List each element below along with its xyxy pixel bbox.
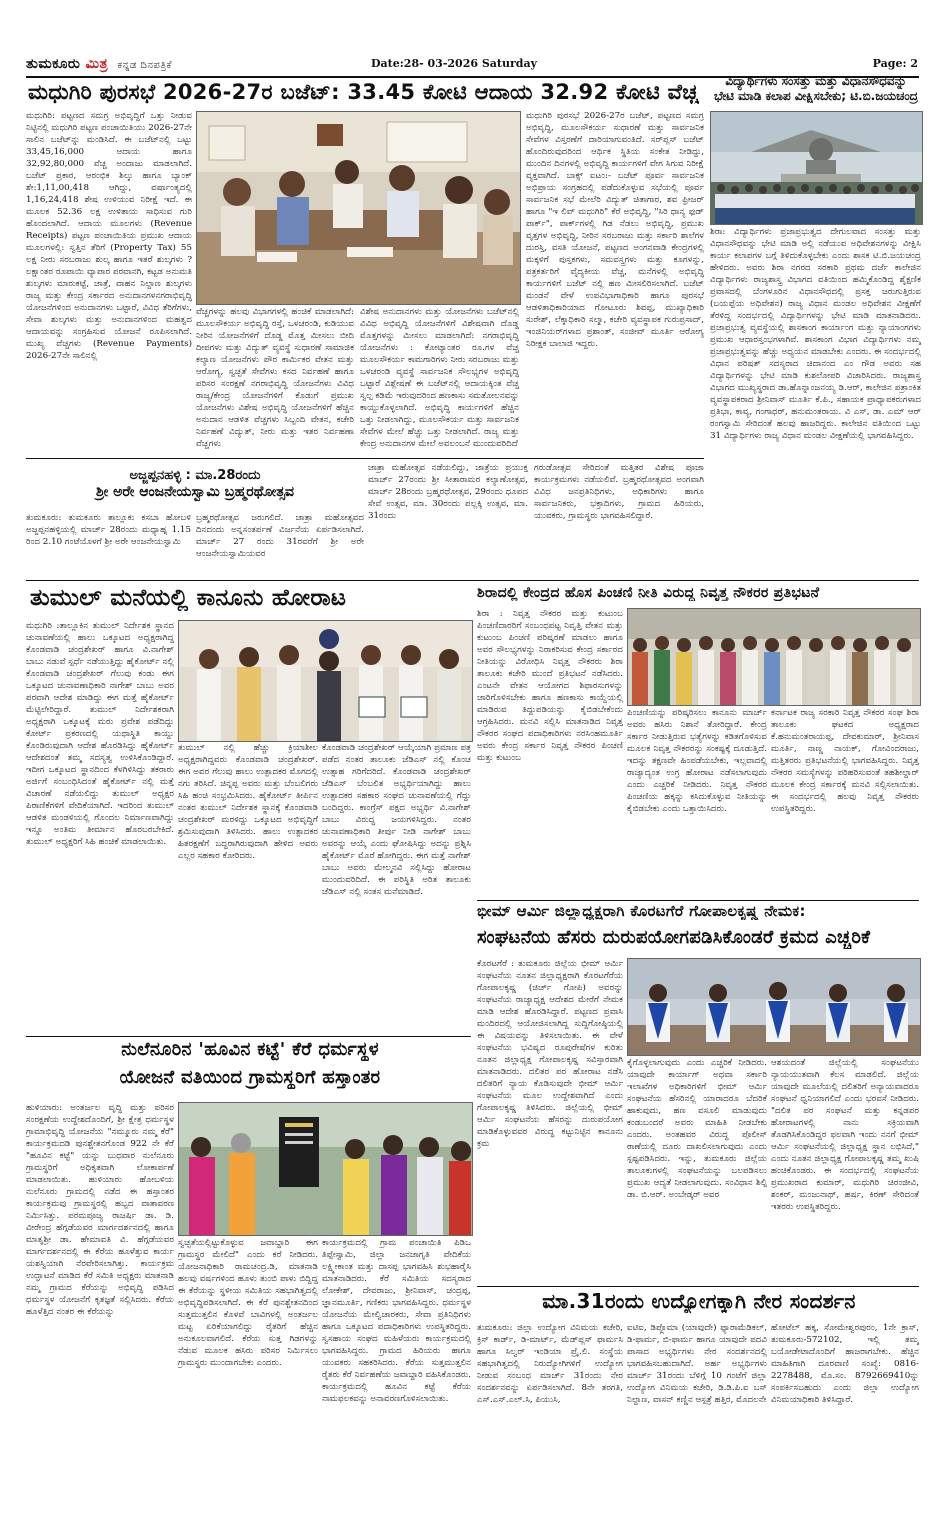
tumul-headline: ತುಮುಲ್ ಮನೆಯಲ್ಲಿ ಕಾನೂನು ಹೋರಾಟ (30, 585, 347, 611)
bhim-photo-text: ಕೈಗೊಳ್ಳಲಾಗುವುದು ಎಂದು ಎಚ್ಚರಿಕೆ ನೀಡಿದರು. ಯಾವುದೇ ಕಾರ್ಯಾಗ್ ಅಥವಾ ಸರ್ಕಾರಿ ಇಲಾಖೆಗಳ ಅಧಿಕಾರಿಗಳಿಗೆ ಭೀಮ್ ಆರ್ಮಿ ಸಂಘಟನೆಯ ಹೆಸರಿನಲ್ಲಿ ಯಾರಾದರೂ ಬೆದರಿಕೆ ಹಾಕುವುದು, ಹಣ ವಸೂಲಿ ಮಾಡುವುದು ಕಂಡುಬಂದರೆ ಅವರು ಮಾಹಿತಿ ನೀಡಬೇಕು ಎಂದರು. ಅಂತಹವರ ವಿರುದ್ಧ ಪೊಲೀಸ್ ಠಾಣೆಯಲ್ಲಿ ದೂರು ದಾಖಲಿಸಲಾಗುವುದು ಎಂದು ಸ್ಪಷ್ಟಪಡಿಸಿದರು. ಇನ್ನು, ತುಮಕೂರು ಜಿಲ್ಲೆಯ ತಾಲೂಕುಗಳಲ್ಲಿ ಸಂಘಟನೆಯನ್ನು ಬಲಪಡಿಸಲು ಪ್ರಮುಖ ಆದ್ಯತೆ ನೀಡಲಾಗುವುದು. ಸಂವಿಧಾನ ಶಿಲ್ಪಿ ಡಾ. ಬಿ.ಆರ್. ಅಂಬೇಡ್ಕರ್ ಅವರ (627, 1058, 767, 1200)
festival-column-2: ಬ್ರಹ್ಮರಥೋತ್ಸವ ಜರುಗಲಿದೆ. ಜಾತ್ರಾ ಮಹೋತ್ಸವದ ದಿನದಂದು ಅನ್ನಸಂತರ್ಪಣೆ ವಿರ್ಜನೆಯ ಏರ್ಪಡಿಸಲಾಗಿದೆ. ಮಾರ್ಚ್ 27 ರಂದು 31ರವರೆಗೆ ಶ್ರೀ ಅರೇ ಆಂಜನೇಯಸ್ವಾಮಿಯವರ (196, 513, 364, 559)
nulenur-inauguration-photo (178, 1102, 473, 1236)
bhim-headline-line-2: ಸಂಘಟನೆಯ ಹೆಸರು ದುರುಪಯೋಗಪಡಿಸಿಕೊಂಡರೆ ಕ್ರಮದ ಎಚ್ಚರಿಕೆ (477, 928, 871, 948)
festival-column-4: ಗರುಡೋತ್ಸವ ಸೇರಿದಂತೆ ಮತ್ತಿತರ ವಿಶೇಷ ಪೂಜಾ ಕಾರ್ಯಕ್ರಮಗಳು ನಡೆಯಲಿವೆ. ಬ್ರಹ್ಮರಥೋತ್ಸವದ ಅಂಗವಾಗಿ ವಿವಿಧ ಜನಪ್ರತಿನಿಧಿಗಳು, ಅಧಿಕಾರಿಗಳು ಹಾಗೂ ಸಾರ್ವಜನಿಕರು, ಭಕ್ತಾದಿಗಳು, ಗ್ರಾಮದ ಹಿರಿಯರು, ಯುವಕರು, ಗ್ರಾಮಸ್ಥರು ಭಾಗವಹಿಸಲಿದ್ದಾರೆ. (534, 463, 704, 521)
budget-photo-text-left: ವೆಚ್ಚಗಳನ್ನು ಹಲವು ವಿಭಾಗಗಳಲ್ಲಿ ಹಂಚಿಕೆ ಮಾಡಲಾಗಿದೆ: ಮೂಲಸೌಕರ್ಯ ಅಭಿವೃದ್ಧಿ ರಸ್ತೆ, ಒಳಚರಂಡಿ, ಕುಡಿಯುವ ನೀರಿನ ಯೋಜನೆಗಳಿಗೆ ದೊಡ್ಡ ಮೊತ್ತ ಮೀಸಲು ಬೀದಿ ದೀಪಗಳು ಮತ್ತು ವಿದ್ಯುತ್ ವ್ಯವಸ್ಥೆ ಸುಧಾರಣೆ ಸಾಮಾಜಿಕ ಕಲ್ಯಾಣ ಯೋಜನೆಗಳು ಪೌರ ಕಾರ್ಮಿಕರ ವೇತನ ಮತ್ತು ಆರೋಗ್ಯ, ಸ್ವಚ್ಛತೆ ಸೇವೆಗಳು ಕಸದ ನಿರ್ವಹಣೆ ಹಾಗೂ ಪರಿಸರ ಸಂರಕ್ಷಣೆ ನಗರಾಭಿವೃದ್ಧಿ ಯೋಜನೆಗಳು ವಿವಿಧ ರಾಜ್ಯ/ಕೇಂದ್ರ ಯೋಜನೆಗಳಿಗೆ ಕೊಡುಗೆ ಪ್ರಮುಖ ಯೋಜನೆಗಳು ವಿಶೇಷ ಅಭಿವೃದ್ಧಿ ಯೋಜನೆಗಳಿಗೆ ಹೆಚ್ಚಿನ ಅನುದಾನ ಆಡಳಿತ ವೆಚ್ಚಗಳು ಸಿಬ್ಬಂದಿ ವೇತನ, ಕಚೇರಿ ನಿರ್ವಹಣೆ ವಿದ್ಯುತ್, ನೀರು ಮತ್ತು ಇತರ ನಿರ್ವಹಣಾ ವೆಚ್ಚಗಳು (196, 307, 354, 449)
jobs-headline: ಮಾ.31ರಂದು ಉದ್ಯೋಗಕ್ಕಾಗಿ ನೇರ ಸಂದರ್ಶನ (542, 1290, 856, 1313)
students-headline-line-1: ವಿದ್ಯಾರ್ಥಿಗಳು ಸಂಸತ್ತು ಮತ್ತು ವಿಧಾನಸೌಧವನ್ನು (725, 74, 907, 88)
festival-rule (26, 458, 704, 459)
bhim-press-meet-photo (627, 958, 921, 1056)
page-number: Page: 2 (872, 57, 918, 70)
nulenur-rule (26, 1036, 471, 1037)
students-headline-line-2: ಭೇಟಿ ಮಾಡಿ ಕಲಾಪ ವೀಕ್ಷಿಸಬೇಕು; ಟಿ.ಬಿ.ಜಯಚಂದ್ರ (714, 89, 918, 103)
students-headline (710, 74, 922, 108)
jobs-column-2: ಐಟಿಐ, ಡಿಪ್ಲೊಮಾ (ಯಾವುದೇ) ಫ್ಯಾರಾಮೆಡಿಕಲ್, ಡಿ-ಫಾರ್ಮ, ಬಿ-ಫಾರ್ಮ ಹಾಗೂ ಯಾವುದೇ ಪದವಿ ಪಾಸಾದ ಅಭ್ಯರ್ಥಿಗಳು ನೇರ ಸಂದರ್ಶನದಲ್ಲಿ ಭಾಗವಹಿಸಬಹುದಾಗಿದೆ. ಅರ್ಹ ಅಭ್ಯರ್ಥಿಗಳು ಮಾರ್ಚ್ 31ರಂದು ಬೆಳಿಗ್ಗೆ 10 ಗಂಟೆಗೆ ಜಿಲ್ಲಾ ಉದ್ಯೋಗ ವಿನಿಮಯ ಕಚೇರಿ, ಡಿ.ಡಿ.ಪಿ.ಐ ಬಸ್ ನಿಲ್ದಾಣ, ವಾಸನ್ ಕಣ್ಣಿನ ಆಸ್ಪತ್ರೆ ಹತ್ತಿರ, ಮೊದಲನೇ (627, 1323, 767, 1405)
festival-column-1: ತುಮಕೂರು: ತುಮಕೂರು ತಾಲ್ಲೂಕು ಕಸಬಾ ಹೋಬಳಿ ಅಜ್ಜಪ್ಪನಹಳ್ಳಿಯಲ್ಲಿ ಮಾರ್ಚ್ 28ರಂದು ಮಧ್ಯಾಹ್ನ 1.15 ರಿಂದ 2.10 ಗಂಟೆಯೊಳಗೆ ಶ್ರೀ ಅರೇ ಆಂಜನೇಯಸ್ವಾಮಿ (26, 513, 191, 547)
pension-column-3: ಕರ್ನಾಟಕ ರಾಜ್ಯ ಸರಕಾರಿ ನಿವೃತ್ತ ನೌಕರರ ಸಂಘ ಶಿರಾ ತಾಲೂಕು ಘಟಕದ ಅಧ್ಯಕ್ಷರಾದ ಕೆ.ಹನುಮಂತರಾಯಪ್ಪ, ದೇವಕುಮಾರ್, ಶ್ರೀನಿವಾಸ ಮೂರ್ತಿ, ನಾಣ್ಣ ನಾಯಕ್, ಗೋವಿಂದರಾಜು, ಮತ್ತಿತರರು ಪ್ರತಿಭಟನೆಯಲ್ಲಿ ಭಾಗವಹಿಸಿದ್ದರು. ನಿವೃತ್ತ ನೌಕರರ ಸಮಸ್ಯೆಗಳನ್ನು ಪರಿಹರಿಸುವಂತೆ ತಹಶೀಲ್ದಾರ್ ಮೂಲಕ ಕೇಂದ್ರ ಸರ್ಕಾರಕ್ಕೆ ಮನವಿ ಸಲ್ಲಿಸಲಾಯಿತು. ಈ ಸಂದರ್ಭದಲ್ಲಿ ಹಲವು ನಿವೃತ್ತ ನೌಕರರು ಉಪಸ್ಥಿತರಿದ್ದರು. (771, 708, 919, 814)
tumul-column-2: ಕೊಂಡವಾಡಿ ಚಂದ್ರಶೇಖರ್ ಆಯ್ಕೆಯಾಗಿ ಪ್ರಮಾಣ ಪತ್ರ ಪಡೆದ ನಂತರ ತಾಲೂಕು ಜೆಡಿಎಸ್ ನಲ್ಲಿ ಕೊಂಚ ಉತ್ಸಾಹ ಗರಿಗೆದರಿದೆ. ಕೊಂಡವಾಡಿ ಚಂದ್ರಶೇಖರ್ ಜೆಡಿಎಸ್ ಬೆಂಬಲಿತ ಅಭ್ಯರ್ಥಿಯಾಗಿದ್ದು ಹಾಲು ಉತ್ಪಾದಕರ ಸಹಕಾರ ಸಂಘದ ಚುನಾವಣೆಯಲ್ಲಿ ಗೆದ್ದು ಬಂದಿದ್ದರು. ಕಾಂಗ್ರೆಸ್ ಪಕ್ಷದ ಅಭ್ಯರ್ಥಿ ವಿ.ನಾಗೇಶ್ ಬಾಬು ವಿರುದ್ಧ ಜಯಗಳಿಸಿದ್ದರು. ನಂತರ ಚುನಾವಣಾಧಿಕಾರಿ ತೀರ್ಪು ನೀಡಿ ನಾಗೇಶ್ ಬಾಬು ಅವರನ್ನು ಆಯ್ಕೆ ಎಂದು ಘೋಷಿಸಿದ್ದು ಅದನ್ನು ಪ್ರಶ್ನಿಸಿ ಹೈಕೋರ್ಟ್ ಮೊರೆ ಹೋಗಿದ್ದರು. ಈಗ ಮತ್ತೆ ನಾಗೇಶ್ ಬಾಬು ಅವರು ಮೇಲ್ಮನವಿ ಸಲ್ಲಿಸಿದ್ದು ಹೋರಾಟ ಮುಂದುವರಿದಿದೆ. ಈ ಪರಿಸ್ಥಿತಿ ಅರಿತ ತಾಲೂಕು ಜೆಡಿಎಸ್ ನಲ್ಲಿ ಸಂತಸ ಮನೆಮಾಡಿದೆ. (322, 743, 471, 897)
festival-headline-line-1: ಅಜ್ಜಪ್ಪನಹಳ್ಳಿ : ಮಾ.28ರಂದು (129, 468, 261, 483)
brand-name-part-1: ತುಮಕೂರು (26, 56, 81, 72)
festival-headline (26, 468, 364, 508)
tumul-column-1: ಮಧುಗಿರಿ :ತಾಲ್ಲೂಕಿನ ತುಮುಲ್ ನಿರ್ದೇಶಕ ಸ್ಥಾನದ ಚುನಾವಣೆಯಲ್ಲಿ ಹಾಲು ಒಕ್ಕೂಟದ ಅಧ್ಯಕ್ಷರಾಗಿದ್ದ ಕೊಂಡವಾಡಿ ಚಂದ್ರಶೇಖರ್ ಹಾಗೂ ವಿ.ನಾಗೇಶ್ ಬಾಬು ನಡುವೆ ಸ್ಪರ್ಧೆ ನಡೆಯುತ್ತಿದ್ದು ಹೈಕೋರ್ಟ್ ನಲ್ಲಿ ಕೊಂಡವಾಡಿ ಚಂದ್ರಶೇಖರ್ ಗೆಲುವು ಕಂಡು ಈಗ ಒಕ್ಕೂಟದ ಚುನಾವಣಾಧಿಕಾರಿ ನಾಗೇಶ್ ಬಾಬು ಅವರ ಪರವಾಗಿ ಆದೇಶ ಮಾಡಿದ್ದು ಈಗ ಮತ್ತೆ ಹೈಕೋರ್ಟ್ ಮೆಟ್ಟಿಲೇರಿದ್ದಾರೆ. ತುಮುಲ್ ನಿರ್ದೇಶಕರಾಗಿ ಅಧ್ಯಕ್ಷರಾಗಿ ಒಕ್ಕೂಟಕ್ಕೆ ಮರು ಪ್ರವೇಶ ಪಡೆದಿದ್ದು ಕೋರ್ಟ್ ಪ್ರಕರಣದಲ್ಲಿ ಯಥಾಸ್ಥಿತಿ ಕಾಯ್ದು ಕೊಂಡಿರುವುದಾಗಿ ಆದೇಶ ಹೊರಡಿಸಿದ್ದು ಹೈಕೋರ್ಟ್ ಆದೇಶದಂತೆ ತಮ್ಮ ಸದಸ್ಯತ್ವ ಉಳಿಸಿಕೊಂಡಿದ್ದಾರೆ. ಇದೀಗ ಒಕ್ಕೂಟದ ಸ್ಥಾನದಿಂದ ಕೆಳಗಿಳಿಸಿದ್ದು ತಕರಾರು ಅರ್ಜಿಗೆ ಸಂಬಂಧಿಸಿದಂತೆ ಹೈಕೋರ್ಟ್ ನಲ್ಲಿ ಮತ್ತೆ ವಿಚಾರಣೆ ನಡೆಯಲಿದ್ದು ತುಮುಲ್ ಅಧ್ಯಕ್ಷರ ಪಿಠಾಣಿಕೆಗಳಿಗೆ ವೇದಿಕೆಯಾಗಿದೆ. ಇದರಿಂದ ತುಮುಲ್ ಆಡಳಿತ ಮಂಡಳಿಯಲ್ಲಿ ಗೊಂದಲ ನಿರ್ಮಾಣವಾಗಿದ್ದು ಇನ್ನೂ ಅಂತಿಮ ತೀರ್ಮಾನ ಹೊರಬರಬೇಕಿದೆ. ತುಮುಲ್ ಅಧ್ಯಕ್ಷರಿಗೆ ಸಿಹಿ ಹಂಚಿಕೆ ಮಾಡಲಾಯಿತು. (26, 621, 174, 847)
masthead (26, 56, 926, 76)
budget-headline: ಮಧುಗಿರಿ ಪುರಸಭೆ 2026-27ರ ಬಜೆಟ್: 33.45 ಕೋಟಿ ಆದಾಯ 32.92 ಕೋಟಿ ವೆಚ್ಚ (28, 80, 699, 104)
tumul-photo-text: ತುಮುಲ್ ನಲ್ಲಿ ಹೆಚ್ಚು ಕ್ರಿಯಾಶೀಲ ಅಧ್ಯಕ್ಷರಾಗಿದ್ದವರು ಕೊಂಡವಾಡಿ ಚಂದ್ರಶೇಖರ್. ಈಗ ಅವರ ಗೆಲುವು ಹಾಲು ಉತ್ಪಾದಕರ ಮೊಗದಲ್ಲಿ ನಗು ತರಿಸಿದೆ. ಚಿನ್ನಪ್ಪ ಅವರು ಮತ್ತು ಬೆಂಬಲಿಗರು ಸಿಹಿ ಹಂಚಿ ಸಂಭ್ರಮಿಸಿದರು. ಹೈಕೋರ್ಟ್ ತೀರ್ಪಿನ ನಂತರ ತುಮುಲ್ ನಿರ್ದೇಶಕ ಸ್ಥಾನಕ್ಕೆ ಕೊಂಡವಾಡಿ ಚಂದ್ರಶೇಖರ್ ಮರಳಿದ್ದು ಒಕ್ಕೂಟದ ಅಭಿವೃದ್ಧಿಗೆ ಶ್ರಮಿಸುವುದಾಗಿ ತಿಳಿಸಿದರು. ಹಾಲು ಉತ್ಪಾದಕರ ಹಿತರಕ್ಷಣೆಗೆ ಬದ್ಧರಾಗಿರುವುದಾಗಿ ಹೇಳಿದ ಅವರು ಎಲ್ಲರ ಸಹಕಾರ ಕೋರಿದರು. (178, 743, 318, 861)
brand-tagline: ಕನ್ನಡ ದಿನಪತ್ರಿಕೆ (117, 60, 172, 71)
nulenur-column-1: ಹುಳಿಯಾರು: ಅಂತರ್ಜಲ ವೃದ್ಧಿ ಮತ್ತು ಪರಿಸರ ಸಂರಕ್ಷಣೆಯ ಉದ್ದೇಶದೊಂದಿಗೆ, ಶ್ರೀ ಕ್ಷೇತ್ರ ಧರ್ಮಸ್ಥಳ ಗ್ರಾಮಾಭಿವೃದ್ಧಿ ಯೋಜನೆಯ "ನಮ್ಮೂರು ನಮ್ಮ ಕೆರೆ" ಕಾರ್ಯಕ್ರಮದಡಿ ಪುನಶ್ಚೇತನಗೊಂಡ 922 ನೇ ಕೆರೆ "ಹೂವಿನ ಕಟ್ಟೆ" ಯನ್ನು ಬುಧವಾರ ನುಲೆನೂರು ಗ್ರಾಮಸ್ಥರಿಗೆ ಅಧಿಕೃತವಾಗಿ ಲೋಕಾರ್ಪಣೆ ಮಾಡಲಾಯಿತು. ಹುಳಿಯಾರು ಹೋಬಳಿಯ ನುಲೆನೂರು ಗ್ರಾಮದಲ್ಲಿ ನಡೆದ ಈ ಹಸ್ತಾಂತರ ಕಾರ್ಯಕ್ರಮವು ಗ್ರಾಮಸ್ಥರಲ್ಲಿ ಹಬ್ಬದ ವಾತಾವರಣ ನಿರ್ಮಿಸಿತ್ತು. ಪರಮಪೂಜ್ಯ ರಾಜರ್ಷಿ ಡಾ. ಡಿ. ವೀರೇಂದ್ರ ಹೆಗ್ಗಡೆಯವರ ಮಾರ್ಗದರ್ಶನದಲ್ಲಿ ಹಾಗೂ ಮಾತೃಶ್ರೀ ಡಾ. ಹೇಮಾವತಿ ವಿ. ಹೆಗ್ಗಡೆಯವರ ಮಾರ್ಗದರ್ಶನದಲ್ಲಿ ಈ ಕೆರೆಯ ಹೂಳೆತ್ತುವ ಕಾರ್ಯ ಯಶಸ್ವಿಯಾಗಿ ನೆರವೇರಿಸಲಾಗಿತ್ತು. ಕಾರ್ಯಕ್ರಮ ಉದ್ಘಾಟನೆ ಮಾಡಿದ ಕೆರೆ ಸಮಿತಿ ಅಧ್ಯಕ್ಷರು ಮಾತನಾಡಿ ನಮ್ಮ ಗ್ರಾಮದ ಕೆರೆಯನ್ನು ಅಭಿವೃದ್ಧಿ ಪಡಿಸಿದ ಧರ್ಮಸ್ಥಳ ಯೋಜನೆಗೆ ಕೃತಜ್ಞತೆ ಸಲ್ಲಿಸಿದರು. ಕೆರೆಯ ಹೂಳೆತ್ತಿದ ನಂತರ ಈ ಕೆರೆಯನ್ನು (26, 1103, 174, 1317)
festival-headline-line-2: ಶ್ರೀ ಅರೇ ಆಂಜನೇಯಸ್ವಾಮಿ ಬ್ರಹ್ಮರಥೋತ್ಸವ (95, 484, 295, 501)
jobs-rule (477, 1286, 919, 1287)
tumul-celebration-photo (178, 620, 473, 742)
jobs-column-1: ತುಮಕೂರು: ಜಿಲ್ಲಾ ಉದ್ಯೋಗ ವಿನಿಮಯ ಕಚೇರಿ, ಕ್ರಿಸ್ ಕಾರ್ಡ್, ಡಿ-ಮಾರ್ಟ್, ಮೆಡ್‌ಪ್ಲಸ್ ಫಾರ್ಮಸಿ ಹಾಗೂ ಸಿಲ್ವರ್ ಇಂಡಿಯಾ ಪ್ರೈ.ಲಿ. ಸಂಸ್ಥೆಯ ಸಹಭಾಗಿತ್ವದಲ್ಲಿ ನಿರುದ್ಯೋಗಿಗಳಿಗೆ ಉದ್ಯೋಗ ನೀಡುವ ಸಂಬಂಧ ಮಾರ್ಚ್ 31ರಂದು ನೇರ ಸಂದರ್ಶನವನ್ನು ಏರ್ಪಡಿಸಲಾಗಿದೆ. 8ನೇ ತರಗತಿ, ಎಸ್.ಎಸ್.ಎಲ್.ಸಿ, ಪಿಯುಸಿ, (477, 1323, 623, 1405)
students-group-photo (710, 111, 923, 225)
students-body: ಶಿರಾ: ವಿದ್ಯಾರ್ಥಿಗಳು ಪ್ರಜಾಪ್ರಭುತ್ವದ ದೇಗುಲವಾದ ಸಂಸತ್ತು ಮತ್ತು ವಿಧಾನಸೌಧವನ್ನು ಭೇಟಿ ಮಾಡಿ ಅಲ್ಲಿ ನಡೆಯುವ ಅಧಿವೇಶನಗಳನ್ನು ವೀಕ್ಷಿಸಿ ಕಾರ್ಯ ಕಲಾಪಗಳ ಬಗ್ಗೆ ತಿಳಿದುಕೊಳ್ಳಬೇಕು ಎಂದು ಶಾಸಕ ಟಿ.ಬಿ.ಜಯಚಂದ್ರ ಹೇಳಿದರು. ಅವರು ಶಿರಾ ನಗರದ ಸರಕಾರಿ ಪ್ರಥಮ ದರ್ಜೆ ಕಾಲೇಜಿನ ವಿದ್ಯಾರ್ಥಿಗಳು ರಾಜ್ಯಶಾಸ್ತ್ರ ವಿಭಾಗದ ವತಿಯಿಂದ ಹಮ್ಮಿಕೊಂಡಿದ್ದ ಶೈಕ್ಷಣಿಕ ಪ್ರವಾಸದಲ್ಲಿ ಬೆಂಗಳೂರಿನ ವಿಧಾನಸೌಧದಲ್ಲಿ ಪ್ರಸಕ್ತ ಜರುಗುತ್ತಿರುವ (ಬಯಪ್ಪೆಯ ಅಧಿವೇಶನ) ರಾಜ್ಯ ವಿಧಾನ ಮಂಡಲ ಅಧಿವೇಶನ ವೀಕ್ಷಣೆಗೆ ತೆರಳಿದ್ದ ಸಂದರ್ಭದಲ್ಲಿ ವಿದ್ಯಾರ್ಥಿಗಳನ್ನು ಭೇಟಿ ಮಾಡಿ ಮಾತನಾಡಿದರು. ಪ್ರಜಾಪ್ರಭುತ್ವ ವ್ಯವಸ್ಥೆಯಲ್ಲಿ ಶಾಸಕಾಂಗ ಕಾರ್ಯಾಂಗ ಮತ್ತು ನ್ಯಾಯಾಂಗಗಳು ಪ್ರಮುಖ ಆಧಾರಸ್ತಂಭಗಳಾಗಿವೆ. ಶಾಸಕಾಂಗ ವಿಭಾಗ ವಿದ್ಯಾರ್ಥಿಗಳು ನಮ್ಮ ಪ್ರಜಾಪ್ರಭುತ್ವವನ್ನು ಹೆಚ್ಚು ಅಧ್ಯಯನ ಮಾಡಬೇಕು ಎಂದರು. ಈ ಸಂದರ್ಭದಲ್ಲಿ ವಿಧಾನ ಪರಿಷತ್ ಸದಸ್ಯರಾದ ಚಿದಾನಂದ ಎಂ ಗೌಡ ಅವರು ಸಹ ವಿದ್ಯಾರ್ಥಿಗಳನ್ನು ಭೇಟಿ ಮಾಡಿ ಕುಶಲೋಪರಿ ವಿಚಾರಿಸಿದರು. ರಾಜ್ಯಶಾಸ್ತ್ರ ವಿಭಾಗದ ಮುಖ್ಯಸ್ಥರಾದ ಡಾ.ಹೊನ್ನಾಂಜನಯ್ಯ ಡಿ.ಆರ್, ಕಾಲೇಜಿನ ಪತ್ರಾಂಕಿತ ವ್ಯವಸ್ಥಾಪಕರಾದ ಶ್ರೀನಿವಾಸ್ ಮೂರ್ತಿ ಕೆ.ಪಿ., ಸಹಾಯಕ ಪ್ರಾಧ್ಯಾಪಕರುಗಳಾದ ಪ್ರತಿಭಾ, ಕಾವ್ಯ, ಗಂಗಾಧರ್, ಹನುಮಂತರಾಯ. ವಿ ಎಸ್, ಡಾ. ಎಮ್ ಆರ್ ರಂಗಸ್ವಾಮಿ ಸೇರಿದಂತೆ ಹಲವು ಹಾಜರಿದ್ದರು. ಕಾಲೇಜಿನ ವತಿಯಿಂದ ಒಟ್ಟು 31 ವಿದ್ಯಾರ್ಥಿಗಳು ರಾಜ್ಯ ವಿಧಾನ ಮಂಡಲ ವೀಕ್ಷಣೆಯಲ್ಲಿ ಭಾಗವಹಿಸಿದ್ದರು. (710, 227, 921, 441)
budget-column-3: ಮಧುಗಿರಿ ಪುರಸಭೆ 2026-27ರ ಬಜೆಟ್, ಪಟ್ಟಣದ ಸಮಗ್ರ ಅಭಿವೃದ್ಧಿ, ಮೂಲಸೌಕರ್ಯ ಸುಧಾರಣೆ ಮತ್ತು ಸಾರ್ವಜನಿಕ ಸೇವೆಗಳ ವಿಸ್ತರಣೆಗೆ ದಾರಿಯಾಗುವಂತಿದೆ. ಸರ್‌ಪ್ಲಸ್ ಬಜೆಟ್ ಹೊಂದಿರುವುದರಿಂದ ಆರ್ಥಿಕ ಸ್ಥಿತಿಯ ಸಂಕೇತ ನೀಡಿದ್ದು, ಮುಂದಿನ ದಿನಗಳಲ್ಲಿ ಅಭಿವೃದ್ಧಿ ಕಾರ್ಯಗಳಿಗೆ ವೇಗ ಸಿಗುವ ನಿರೀಕ್ಷೆ ವ್ಯಕ್ತವಾಗಿದೆ. ಬಾಕ್ಸ್ ಐಟಂ:- ಬಜೆಟ್ ಪೂರ್ವ ಸಾರ್ವಜನಿಕ ಅಭಿಪ್ರಾಯ ಸಂಗ್ರಹದಲ್ಲಿ ಪಡೆದುಕೊಳ್ಳುವ ಸಭೆಯಲ್ಲಿ ಪೂರ್ವ ಸಾರ್ವಜನಿಕ ಸಭೆ ಮೇಲೆರಿ ವಿದ್ಯುತ್ ಚಿತಾಗಾರ, ಶವ ಫ್ರೀಜರ್ ಹಾಗೂ "ಇ ಲಿವ್ ಮಧುಗಿರಿ" ಕೆರೆ ಅಭಿವೃದ್ಧಿ, "ಸಿರಿ ಧಾನ್ಯ ಫುಡ್ ಪಾರ್ಕ್", ಪಾರ್ಕ್‌ಗಳಲ್ಲಿ ಗಿಡ ನೆಡಲು ಅಭಿವೃದ್ಧಿ, ಪ್ರಮುಖ ವೃತ್ತಗಳ ಅಭಿವೃದ್ಧಿ, ನೀರಿನ ಸರಬರಾಜು ಮತ್ತು ಸರ್ಕಾರಿ ಶಾಲೆಗಳ ದುರಸ್ತಿ, ವಸತಿ ಯೋಜನೆ, ಪಟ್ಟಣದ ಅಂಗನವಾಡಿ ಕೇಂದ್ರಗಳಲ್ಲಿ ಮಕ್ಕಳಿಗೆ ಪುಸ್ತಕಗಳು, ಸಮವಸ್ತ್ರಗಳು ಮತ್ತು ಕೂಗಳನ್ನು, ಪತ್ರಕರ್ತರಿಗೆ ವೈದ್ಯಕೀಯ ವೆಚ್ಚ, ಮನೆಗಳಲ್ಲಿ ಅಭಿವೃದ್ಧಿ ಕಾರ್ಯಗಳಿಗೆ ಬಜೆಟ್ ನಲ್ಲಿ ಹಣ ಮೀಸಲಿರಿಸಲಾಗಿದೆ. ಬಜೆಟ್ ಮಂಡನೆ ವೇಳೆ ಉಪವಿಭಾಗಾಧಿಕಾರಿ ಹಾಗೂ ಪುರಸಭೆ ಆಡಳಿತಾಧಿಕಾರಿಯಾದ ಗೋಟೂರು ಶಿವಪ್ಪ, ಮುಖ್ಯಾಧಿಕಾರಿ ಸುರೇಶ್, ಲೆಕ್ಕಾಧಿಕಾರಿ ಸಲ್ಮಾ, ಕಚೇರಿ ವ್ಯವಸ್ಥಾಪಕ ಗುರುಪ್ರಸಾದ್, ಇಂಜಿನಿಯರ್‌ಗಳಾದ ಪ್ರಶಾಂತ್, ಸಂಜೀವ್ ಮೂರ್ತಿ ಆರೋಗ್ಯ ನಿರೀಕ್ಷಕ ಬಾಲಾಜಿ ಇದ್ದರು. (526, 111, 704, 349)
nulenur-headline-line-1: ನುಲೆನೂರಿನ 'ಹೂವಿನ ಕಟ್ಟೆ' ಕೆರೆ ಧರ್ಮಸ್ಥಳ (121, 1040, 379, 1060)
bhim-headline-line-1: ಭೀಮ್ ಆರ್ಮಿ ಜಿಲ್ಲಾಧ್ಯಕ್ಷರಾಗಿ ಕೊರಟಗೆರೆ ಗೋಪಾಲಕೃಷ್ಣ ನೇಮಕ: (477, 903, 806, 920)
budget-photo-text-right: ವಿಶೇಷ ಅನುದಾನಗಳು ಮತ್ತು ಯೋಜನೆಗಳು ಬಜೆಟ್‌ನಲ್ಲಿ ವಿವಿಧ ಅಭಿವೃದ್ಧಿ ಯೋಜನೆಗಳಿಗೆ ವಿಶೇಷವಾಗಿ ದೊಡ್ಡ ಮೊತ್ತಗಳನ್ನು ಮೀಸಲು ಮಾಡಲಾಗಿದೆ: ನಗರಾಭಿವೃದ್ಧಿ ಯೋಜನೆಗಳು : ಕೋಟ್ಯಾಂತರ ರೂ.ಗಳ ವೆಚ್ಚ ಮೂಲಸೌಕರ್ಯ ಕಾಮಗಾರಿಗಳು ನೀರು ಸರಬರಾಜು ಮತ್ತು ಒಳಚರಂಡಿ ವ್ಯವಸ್ಥೆ ಸಾರ್ವಜನಿಕ ಸೌಲಭ್ಯಗಳ ಅಭಿವೃದ್ಧಿ ಒಟ್ಟಾರೆ ವಿಶ್ಲೇಷಣೆ ಈ ಬಜೆಟ್‌ನಲ್ಲಿ ಆದಾಯಕ್ಕಿಂತ ವೆಚ್ಚ ಸ್ವಲ್ಪ ಕಡಿಮೆ ಇರುವುದರಿಂದ ಹಣಕಾಸು ಸಮತೋಲನವನ್ನು ಕಾಯ್ದುಕೊಳ್ಳಲಾಗಿದೆ. ಅಭಿವೃದ್ಧಿ ಕಾರ್ಯಗಳಿಗೆ ಹೆಚ್ಚಿನ ಒತ್ತು ನೀಡಲಾಗಿದ್ದು, ಮೂಲಸೌಕರ್ಯ ಮತ್ತು ಸಾರ್ವಜನಿಕ ಸೇವೆಗಳ ಮೇಲೆ ಹೆಚ್ಚು ಒತ್ತು ನೀಡಲಾಗಿದೆ. ರಾಜ್ಯ ಮತ್ತು ಕೇಂದ್ರ ಅನುದಾನಗಳ ಮೇಲೆ ಅವಲಂಬನೆ ಮುಂದುವರಿದಿದೆ (360, 307, 519, 449)
nulenur-headline-line-2: ಯೋಜನೆ ವತಿಯಿಂದ ಗ್ರಾಮಸ್ಥರಿಗೆ ಹಸ್ತಾಂತರ (119, 1068, 381, 1088)
pension-column-1: ಶಿರಾ : ನಿವೃತ್ತ ನೌಕರರ ಮತ್ತು ಕುಟುಂಬ ಪಿಂಚಣಿದಾರರಿಗೆ ಸಂಬಂಧಪಟ್ಟ ನಿವೃತ್ತಿ ವೇತನ ಮತ್ತು ಕುಟುಂಬ ಪಿಂಚಣಿ ಪರಿಷ್ಕರಣೆ ಮಾಡಲು ಹಾಗೂ ಅವರ ಸೌಲಭ್ಯಗಳನ್ನು ನಿರಾಕರಿಸುವ ಕೇಂದ್ರ ಸರ್ಕಾರದ ನೀತಿಯನ್ನು ವಿರೋಧಿಸಿ ನಿವೃತ್ತ ನೌಕರರು ಶಿರಾ ತಾಲೂಕು ಕಚೇರಿ ಮುಂದೆ ಪ್ರತಿಭಟನೆ ನಡೆಸಿದರು. ಎಂಟನೇ ವೇತನ ಆಯೋಗದ ಶಿಫಾರಸುಗಳನ್ನು ಜಾರಿಗೊಳಿಸಬೇಕು ಹಾಗೂ ಹಣಕಾಸು ಕಾಯ್ದೆಯಲ್ಲಿ ಮಾಡಿರುವ ತಿದ್ದುಪಡಿಯನ್ನು ಕೈಬಿಡಬೇಕೆಂದು ಆಗ್ರಹಿಸಿದರು. ಮನವಿ ಸಲ್ಲಿಸಿ ಮಾತನಾಡಿದ ನಿವೃತ್ತ ನೌಕರರ ಸಂಘದ ಪದಾಧಿಕಾರಿಗಳು ನರಸಿಂಹಮೂರ್ತಿ ಅವರು ಕೇಂದ್ರ ಸರ್ಕಾರ ನಿವೃತ್ತ ನೌಕರರ ಪಿಂಚಣಿ ಮತ್ತು ಕುಟುಂಬ (477, 609, 623, 763)
nulenur-column-2: ಕಾರ್ಯಕ್ರಮದಲ್ಲಿ ಗ್ರಾಮ ಪಂಚಾಯಿತಿ ಪಿಡಿಒ ತಿಪ್ಪೇಸ್ವಾಮಿ, ಜಿಲ್ಲಾ ಜನಜಾಗೃತಿ ವೇದಿಕೆಯ ಲಕ್ಷ್ಮೀಕಾಂತ ಮತ್ತು ದಾಸಪ್ಪ ಭಾಗವಹಿಸಿ ಶುಭಹಾರೈಸಿ ಮಾತನಾಡಿದರು. ಕೆರೆ ಸಮಿತಿಯ ಸದಸ್ಯರಾದ ಲೋಕೇಶ್, ದೇವರಾಜು, ಶ್ರೀನಿವಾಸ್, ಚಂದ್ರಪ್ಪ, ಜ್ಞಾನಮೂರ್ತಿ, ಗಣಿಕರು ಭಾಗವಹಿಸಿದ್ದರು. ಧರ್ಮಸ್ಥಳ ಯೋಜನೆಯ ಮೇಲ್ವಿಚಾರಕರು, ಸೇವಾ ಪ್ರತಿನಿಧಿಗಳು ಹಾಗೂ ಒಕ್ಕೂಟದ ಪದಾಧಿಕಾರಿಗಳು ಉಪಸ್ಥಿತರಿದ್ದರು. ಸ್ವಸಹಾಯ ಸಂಘದ ಮಹಿಳೆಯರು ಕಾರ್ಯಕ್ರಮದಲ್ಲಿ ಭಾಗವಹಿಸಿದ್ದರು. ಗ್ರಾಮದ ಹಿರಿಯರು ಹಾಗೂ ಯುವಕರು ಸಹಕರಿಸಿದರು. ಕೆರೆಯ ಸುತ್ತಮುತ್ತಲಿನ ರೈತರು ಕೆರೆ ನಿರ್ವಹಣೆಯ ಜವಾಬ್ದಾರಿ ವಹಿಸಿಕೊಂಡರು. ಕಾರ್ಯಕ್ರಮದಲ್ಲಿ ಹೂವಿನ ಕಟ್ಟೆ ಕೆರೆಯ ನಾಮಫಲಕವನ್ನು ಅನಾವರಣಗೊಳಿಸಲಾಯಿತು. (322, 1238, 471, 1404)
jobs-column-3: ಹೋಟೆಲ್ ಹಕ್ಕ, ಸೋಮೇಶ್ವರಪುರಂ, 1ನೇ ಕ್ರಾಸ್, ತುಮಕೂರು-572102, ಇಲ್ಲಿ ತಮ್ಮ ಬಯೋಡೇಟಾದೊಂದಿಗೆ ಹಾಜರಾಗಬೇಕು. ಹೆಚ್ಚಿನ ಮಾಹಿತಿಗಾಗಿ ದೂರವಾಣಿ ಸಂಖ್ಯೆ: 0816-2278488, ಮೊ.ಸಂ. 8792669410ನ್ನು ಸಂಪರ್ಕಿಸಬಹುದು ಎಂದು ಜಿಲ್ಲಾ ಉದ್ಯೋಗ ವಿನಿಮಯಾಧಿಕಾರಿ ತಿಳಿಸಿದ್ದಾರೆ. (771, 1323, 919, 1405)
newspaper-brand (26, 56, 172, 72)
budget-column-1: ಮಧುಗಿರಿ: ಪಟ್ಟಣದ ಸಮಗ್ರ ಅಭಿವೃದ್ಧಿಗೆ ಒತ್ತು ನೀಡುವ ನಿಟ್ಟಿನಲ್ಲಿ ಮಧುಗಿರಿ ಪಟ್ಟಣ ಪಂಚಾಯಿತಿಯು 2026-27ನೇ ಸಾಲಿನ ಬಜೆಟ್‌ನ್ನು ಮಂಡಿಸಿದೆ. ಈ ಬಜೆಟ್‌ನಲ್ಲಿ ಒಟ್ಟು 33,45,16,000 ಆದಾಯ ಹಾಗೂ 32,92,80,000 ವೆಚ್ಚ ಅಂದಾಜು ಮಾಡಲಾಗಿದೆ. ಬಜೆಟ್ ಪ್ರಕಾರ, ಆರಂಭಿಕ ಶಿಲ್ಕು ಹಾಗೂ ಬ್ಯಾಂಕ್ ಶೇ:1,11,00,418 ಆಗಿದ್ದು, ವರ್ಷಾಂತ್ಯದಲ್ಲಿ 1,16,24,418 ಶೇಷ ಉಳಿಯುವ ನಿರೀಕ್ಷೆ ಇದೆ. ಈ ಮೂಲಕ 52.36 ಲಕ್ಷ ಉಳಿತಾಯ ಸಾಧಿಸುವ ಗುರಿ ಹೊಂದಲಾಗಿದೆ. ಆದಾಯ ಮೂಲಗಳು (Revenue Receipts) ಪಟ್ಟಣ ಪಂಚಾಯಿತಿಯ ಪ್ರಮುಖ ಆದಾಯ ಮೂಲಗಳಲ್ಲಿ: ಸ್ವತ್ತಿನ ತೆರಿಗೆ (Property Tax) 55 ಲಕ್ಷ ನೀರು ಸರಬರಾಜು ಶುಲ್ಕ ಹಾಗೂ ಇತರೆ ಶುಲ್ಕಗಳು ? ಲಕ್ಷಾಂತರ ರೂಪಾಯಿ ವ್ಯಾಪಾರ ಪರವಾನಗಿ, ಕಟ್ಟಡ ಅನುಮತಿ ಶುಲ್ಕಗಳು ಮಾರುಕಟ್ಟೆ, ಜಾತ್ರೆ, ವಾಹನ ನಿಲ್ದಾಣ ಶುಲ್ಕಗಳು ರಾಜ್ಯ ಮತ್ತು ಕೇಂದ್ರ ಸರ್ಕಾರದ ಅನುದಾನಗಳನಗರಾಭಿವೃದ್ಧಿ ಯೋಜನೆಗಳಿಂದ ಅನುದಾನಗಳು ಒಟ್ಟಾರೆ, ವಿವಿಧ ತೆರಿಗೆಗಳು, ಸೇವಾ ಶುಲ್ಕಗಳು ಮತ್ತು ಅನುದಾನಗಳಿಂದ ಮಹತ್ವದ ಆದಾಯವನ್ನು ಸಂಗ್ರಹಿಸುವ ಯೋಜನೆ ರೂಪಿಸಲಾಗಿದೆ. ಮುಖ್ಯ ವೆಚ್ಚಗಳು (Revenue Payments) 2026-27ನೇ ಸಾಲಿನಲ್ಲಿ (26, 111, 192, 361)
brand-name-part-2: ಮಿತ್ರ (85, 56, 109, 72)
nulenur-photo-text: ಸ್ವಚ್ಛತೆಯಲ್ಲಿಟ್ಟುಕೊಳ್ಳುವ ಜವಾಬ್ದಾರಿ ಈಗ ಗ್ರಾಮಸ್ಥರ ಮೇಲಿದೆ" ಎಂದು ಕರೆ ನೀಡಿದರು. ಯೋಜನಾಧಿಕಾರಿ ರಾಮಚಂದ್ರ.ಡಿ, ಮಾತನಾಡಿ ಹಲವು ವರ್ಷಗಳಿಂದ ಹೂಳು ತುಂಬಿ ಪಾಳು ಬಿದ್ದಿದ್ದ ಈ ಕೆರೆಯನ್ನು ಸ್ಥಳೀಯ ಸಮಿತಿಯ ಸಹಭಾಗಿತ್ವದಲ್ಲಿ ಅಭಿವೃದ್ಧಿಪಡಿಸಲಾಗಿದೆ. ಈ ಕೆರೆ ಪುನಶ್ಚೇತನದಿಂದ ಸುತ್ತಮುತ್ತಲಿನ ಕೊಳವೆ ಬಾವಿಗಳಲ್ಲಿ ಅಂತರ್ಜಲ ಮಟ್ಟ ಏರಿಕೆಯಾಗಲಿದ್ದು ರೈತರಿಗೆ ಹೆಚ್ಚಿನ ಅನುಕೂಲವಾಗಲಿದೆ. ಕೆರೆಯ ಸುತ್ತ ಗಿಡಗಳನ್ನು ನೆಡುವ ಮೂಲಕ ಹಸಿರು ಪರಿಸರ ನಿರ್ಮಿಸಲು ಗ್ರಾಮಸ್ಥರು ಮುಂದಾಗಬೇಕು ಎಂದರು. (178, 1238, 318, 1368)
section-rule (26, 580, 919, 581)
pension-photo-text: ಪಿಂಚಣಿಯನ್ನು ಪರಿಷ್ಕರಿಸಲು ಕಾನೂನು ಮಾರ್ಚ್ ಅವರು ಹಸಿರು ನಿಶಾನೆ ತೋರಿದ್ದಾರೆ. ಕೇಂದ್ರ ಸರ್ಕಾರ ನೀಡುತ್ತಿರುವ ಭತ್ಯೆಗಳನ್ನು ಕಡಿತಗೊಳಿಸುವ ಮೂಲಕ ನಿವೃತ್ತ ನೌಕರರನ್ನು ಸಂಕಷ್ಟಕ್ಕೆ ದೂಡುತ್ತಿದೆ. ಇದನ್ನು ತಕ್ಷಣವೇ ಹಿಂಪಡೆಯಬೇಕು, ಇಲ್ಲವಾದಲ್ಲಿ ರಾಜ್ಯಾದ್ಯಂತ ಉಗ್ರ ಹೋರಾಟ ನಡೆಸಲಾಗುವುದು ಎಂದು ಎಚ್ಚರಿಕೆ ನೀಡಿದರು. ನಿವೃತ್ತ ನೌಕರರ ಪಿಂಚಣಿಯ ಹಕ್ಕನ್ನು ಕಸಿದುಕೊಳ್ಳುವ ನೀತಿಯನ್ನು ಕೈಬಿಡಬೇಕು ಎಂದು ಒತ್ತಾಯಿಸಿದರು. (627, 708, 767, 814)
budget-meeting-photo (196, 111, 521, 305)
bhim-column-2: ಆಶಯದಂತೆ ಜಿಲ್ಲೆಯಲ್ಲಿ ಸಂಘಟನೆಯು ನ್ಯಾಯಯುತವಾಗಿ ಕೆಲಸ ಮಾಡಲಿದೆ. ಜಿಲ್ಲೆಯ ಯಾವುದೇ ಮೂಲೆಯಲ್ಲಿ ದಲಿತರಿಗೆ ಅನ್ಯಾಯವಾದರೂ ಸಂಘಟನೆ ಧ್ವನಿಯಾಗಲಿದೆ ಎಂದು ಭರವಸೆ ನೀಡಿದರು. "ದಲಿತ ಪರ ಸಂಘಟನೆ ಮತ್ತು ಕನ್ನಡಪರ ಹೋರಾಟಗಳಲ್ಲಿ ನಾನು ಸಕ್ರಿಯವಾಗಿ ತೊಡಗಿಸಿಕೊಂಡಿದ್ದರ ಫಲವಾಗಿ ಇಂದು ನನಗೆ ಭೀಮ್ ಆರ್ಮಿ ಸಂಘಟನೆಯಲ್ಲಿ ಜಿಲ್ಲಾಧ್ಯಕ್ಷ ಸ್ಥಾನ ಲಭಿಸಿದೆ," ಎಂದು ನೂತನ ಜಿಲ್ಲಾಧ್ಯಕ್ಷ ಗೋಪಾಲಕೃಷ್ಣ ತಮ್ಮ ಖುಷಿ ಹಂಚಿಕೊಂಡರು. ಈ ಸಂದರ್ಭದಲ್ಲಿ ಸಂಘಟನೆಯ ಪ್ರಮುಖರಾದ ಕುಮಾರ್, ಮಧುಗಿರಿ ಚಿರಂಜೀವಿ, ಶಂಕರ್, ಮಂಜುನಾಥ್, ಹರ್ಷ, ಕಿರಣ್ ಸೇರಿದಂತೆ ಇತರರು ಉಪಸ್ಥಿತರಿದ್ದರು. (771, 1058, 919, 1212)
issue-date: Date:28- 03-2026 Saturday (371, 57, 537, 70)
pension-headline: ಶಿರಾದಲ್ಲಿ ಕೇಂದ್ರದ ಹೊಸ ಪಿಂಚಣಿ ನೀತಿ ವಿರುದ್ಧ ನಿವೃತ್ತ ನೌಕರರ ಪ್ರತಿಭಟನೆ (477, 585, 820, 601)
bhim-rule (477, 900, 919, 901)
bhim-column-1: ಕೊರಟಗೆರೆ : ತುಮಕೂರು ಜಿಲ್ಲೆಯ ಭೀಮ್ ಆರ್ಮಿ ಸಂಘಟನೆಯ ನೂತನ ಜಿಲ್ಲಾಧ್ಯಕ್ಷರಾಗಿ ಕೊರಟಗೆರೆಯ ಗೋಪಾಲಕೃಷ್ಣ (ಚಿರ್ಚ್ ಗೋಪಿ) ಅವರನ್ನು ಸಂಘಟನೆಯ ರಾಜ್ಯಾಧ್ಯಕ್ಷ ಆದೇಶದ ಮೇರೆಗೆ ನೇಮಕ ಮಾಡಿ ಆದೇಶ ಹೊರಡಿಸಿದ್ದಾರೆ. ಪಟ್ಟಣದ ಪ್ರವಾಸಿ ಮಂದಿರದಲ್ಲಿ ಆಯೋಜಿಸಲಾಗಿದ್ದ ಸುದ್ದಿಗೋಷ್ಠಿಯಲ್ಲಿ ಈ ವಿಷಯವನ್ನು ತಿಳಿಸಲಾಯಿತು. ಈ ವೇಳೆ ಸಂಘಟನೆಯ ಭವಿಷ್ಯದ ರೂಪುರೇಷೆಗಳ ಕುರಿತು ನೂತನ ಜಿಲ್ಲಾಧ್ಯಕ್ಷ ಗೋಪಾಲಕೃಷ್ಣ ಸವಿಸ್ತಾರವಾಗಿ ಮಾತನಾಡಿದರು. ದಲಿತರ ಪರ ಹೋರಾಟ ನಡೆಸಿ ದಲಿತರಿಗೆ ನ್ಯಾಯ ಕೊಡಿಸುವುದೇ ಭೀಮ್ ಆರ್ಮಿ ಸಂಘಟನೆಯ ಮೂಲ ಉದ್ದೇಶವಾಗಿದೆ ಎಂದು ಗೋಪಾಲಕೃಷ್ಣ ತಿಳಿಸಿದರು. ಜಿಲ್ಲೆಯಲ್ಲಿ ಭೀಮ್ ಆರ್ಮಿ ಸಂಘಟನೆಯ ಹೆಸರನ್ನು ದುರುಪಯೋಗ ಮಾಡಿಕೊಳ್ಳುವವರ ವಿರುದ್ಧ ಕಟ್ಟುನಿಟ್ಟಿನ ಕಾನೂನು ಕ್ರಮ (477, 959, 623, 1149)
pension-protest-photo (627, 608, 921, 706)
festival-column-3: ಜಾತ್ರಾ ಮಹೋತ್ಸವ ನಡೆಯಲಿದ್ದು, ಜಾತ್ರೆಯ ಪ್ರಯುಕ್ತ ಮಾರ್ಚ್ 27ರಂದು ಶ್ರೀ ಸೀತಾರಾಮರ ಕಲ್ಯಾಣೋತ್ಸವ, ಮಾರ್ಚ್ 28ರಂದು ಬ್ರಹ್ಮರಥೋತ್ಸವ, 29ರಂದು ಧೂಪದ ಸೇವೆ ಉತ್ಸವ, ಮಾ. 30ರಂದು ಪಲ್ಲಕ್ಕಿ ಉತ್ಸವ, ಮಾ. 31ರಂದು (368, 463, 528, 521)
